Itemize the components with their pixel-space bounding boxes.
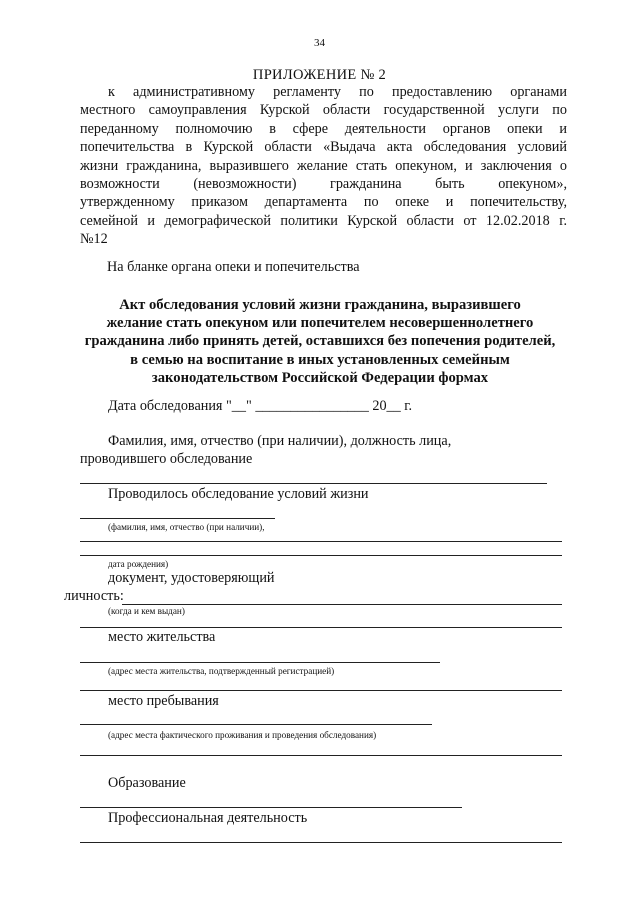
- stay-label: место пребывания: [108, 693, 219, 709]
- stay-hint: (адрес места фактического проживания и проведения обследования): [108, 730, 377, 740]
- inspector-label-cont: проводившего обследование: [80, 451, 253, 467]
- preamble-line: семейной и демографической политики Курской области от 12.02.2018 г.: [80, 212, 567, 229]
- issued-hint: (когда и кем выдан): [108, 606, 185, 616]
- act-title-line: законодательством Российской Федерации формах: [151, 369, 489, 386]
- fio-line: [80, 541, 562, 542]
- profession-line: [80, 842, 562, 843]
- preamble-line: №12: [80, 231, 108, 248]
- document-label: документ, удостоверяющий: [108, 570, 275, 586]
- profession-label: Профессиональная деятельность: [108, 810, 308, 826]
- residence-line-2: [80, 690, 562, 691]
- identity-label: личность:: [64, 588, 124, 604]
- act-title: [55, 296, 585, 387]
- residence-hint: (адрес места жительства, подтвержденный регистрацией): [108, 666, 335, 676]
- page-number: 34: [314, 37, 325, 49]
- issued-line: [80, 627, 562, 628]
- stay-line: [80, 724, 432, 725]
- letterhead-note: На бланке органа опеки и попечительства: [107, 259, 360, 275]
- birth-date-hint: дата рождения): [108, 559, 169, 569]
- preamble-line: местного самоуправления Курской области государственной услуги по: [80, 102, 567, 119]
- preamble-line: попечительства в Курской области «Выдача акта обследования условий: [80, 139, 567, 156]
- act-title-line: гражданина либо принять детей, оставшихся без попечения родителей,: [84, 333, 556, 350]
- appendix-title: ПРИЛОЖЕНИЕ № 2: [252, 67, 387, 83]
- inspector-label: Фамилия, имя, отчество (при наличии), должность лица,: [108, 433, 452, 449]
- birth-date-line: [80, 555, 562, 556]
- inspection-date-field: Дата обследования "__" ________________ 20__ г.: [108, 398, 413, 414]
- education-line: [80, 807, 462, 808]
- stay-line-2: [80, 755, 562, 756]
- preamble-line: жизни гражданина, выразившего желание стать опекуном, и заключения о: [80, 157, 567, 174]
- act-title-line: в семью на воспитание в иных установленных семейным: [130, 351, 510, 368]
- act-title-line: Акт обследования условий жизни гражданина, выразившего: [119, 297, 521, 313]
- preamble-line: переданному полномочию в сфере деятельности органов опеки и: [80, 120, 567, 137]
- education-label: Образование: [108, 775, 186, 791]
- conducted-label: Проводилось обследование условий жизни: [108, 486, 369, 502]
- inspector-line: [80, 483, 547, 484]
- preamble-line: возможности (невозможности) гражданина быть опекуном»,: [80, 175, 567, 192]
- person-name-line: [80, 518, 275, 519]
- preamble-text: [80, 83, 567, 249]
- act-title-line: желание стать опекуном или попечителем несовершеннолетнего: [106, 315, 534, 332]
- fio-hint: (фамилия, имя, отчество (при наличии),: [108, 522, 265, 532]
- preamble-line: к административному регламенту по предоставлению органами: [108, 84, 567, 100]
- residence-label: место жительства: [108, 629, 216, 645]
- residence-line: [80, 662, 440, 663]
- document-line: [122, 604, 562, 605]
- preamble-line: утвержденному приказом департамента по опеке и попечительству,: [80, 194, 567, 211]
